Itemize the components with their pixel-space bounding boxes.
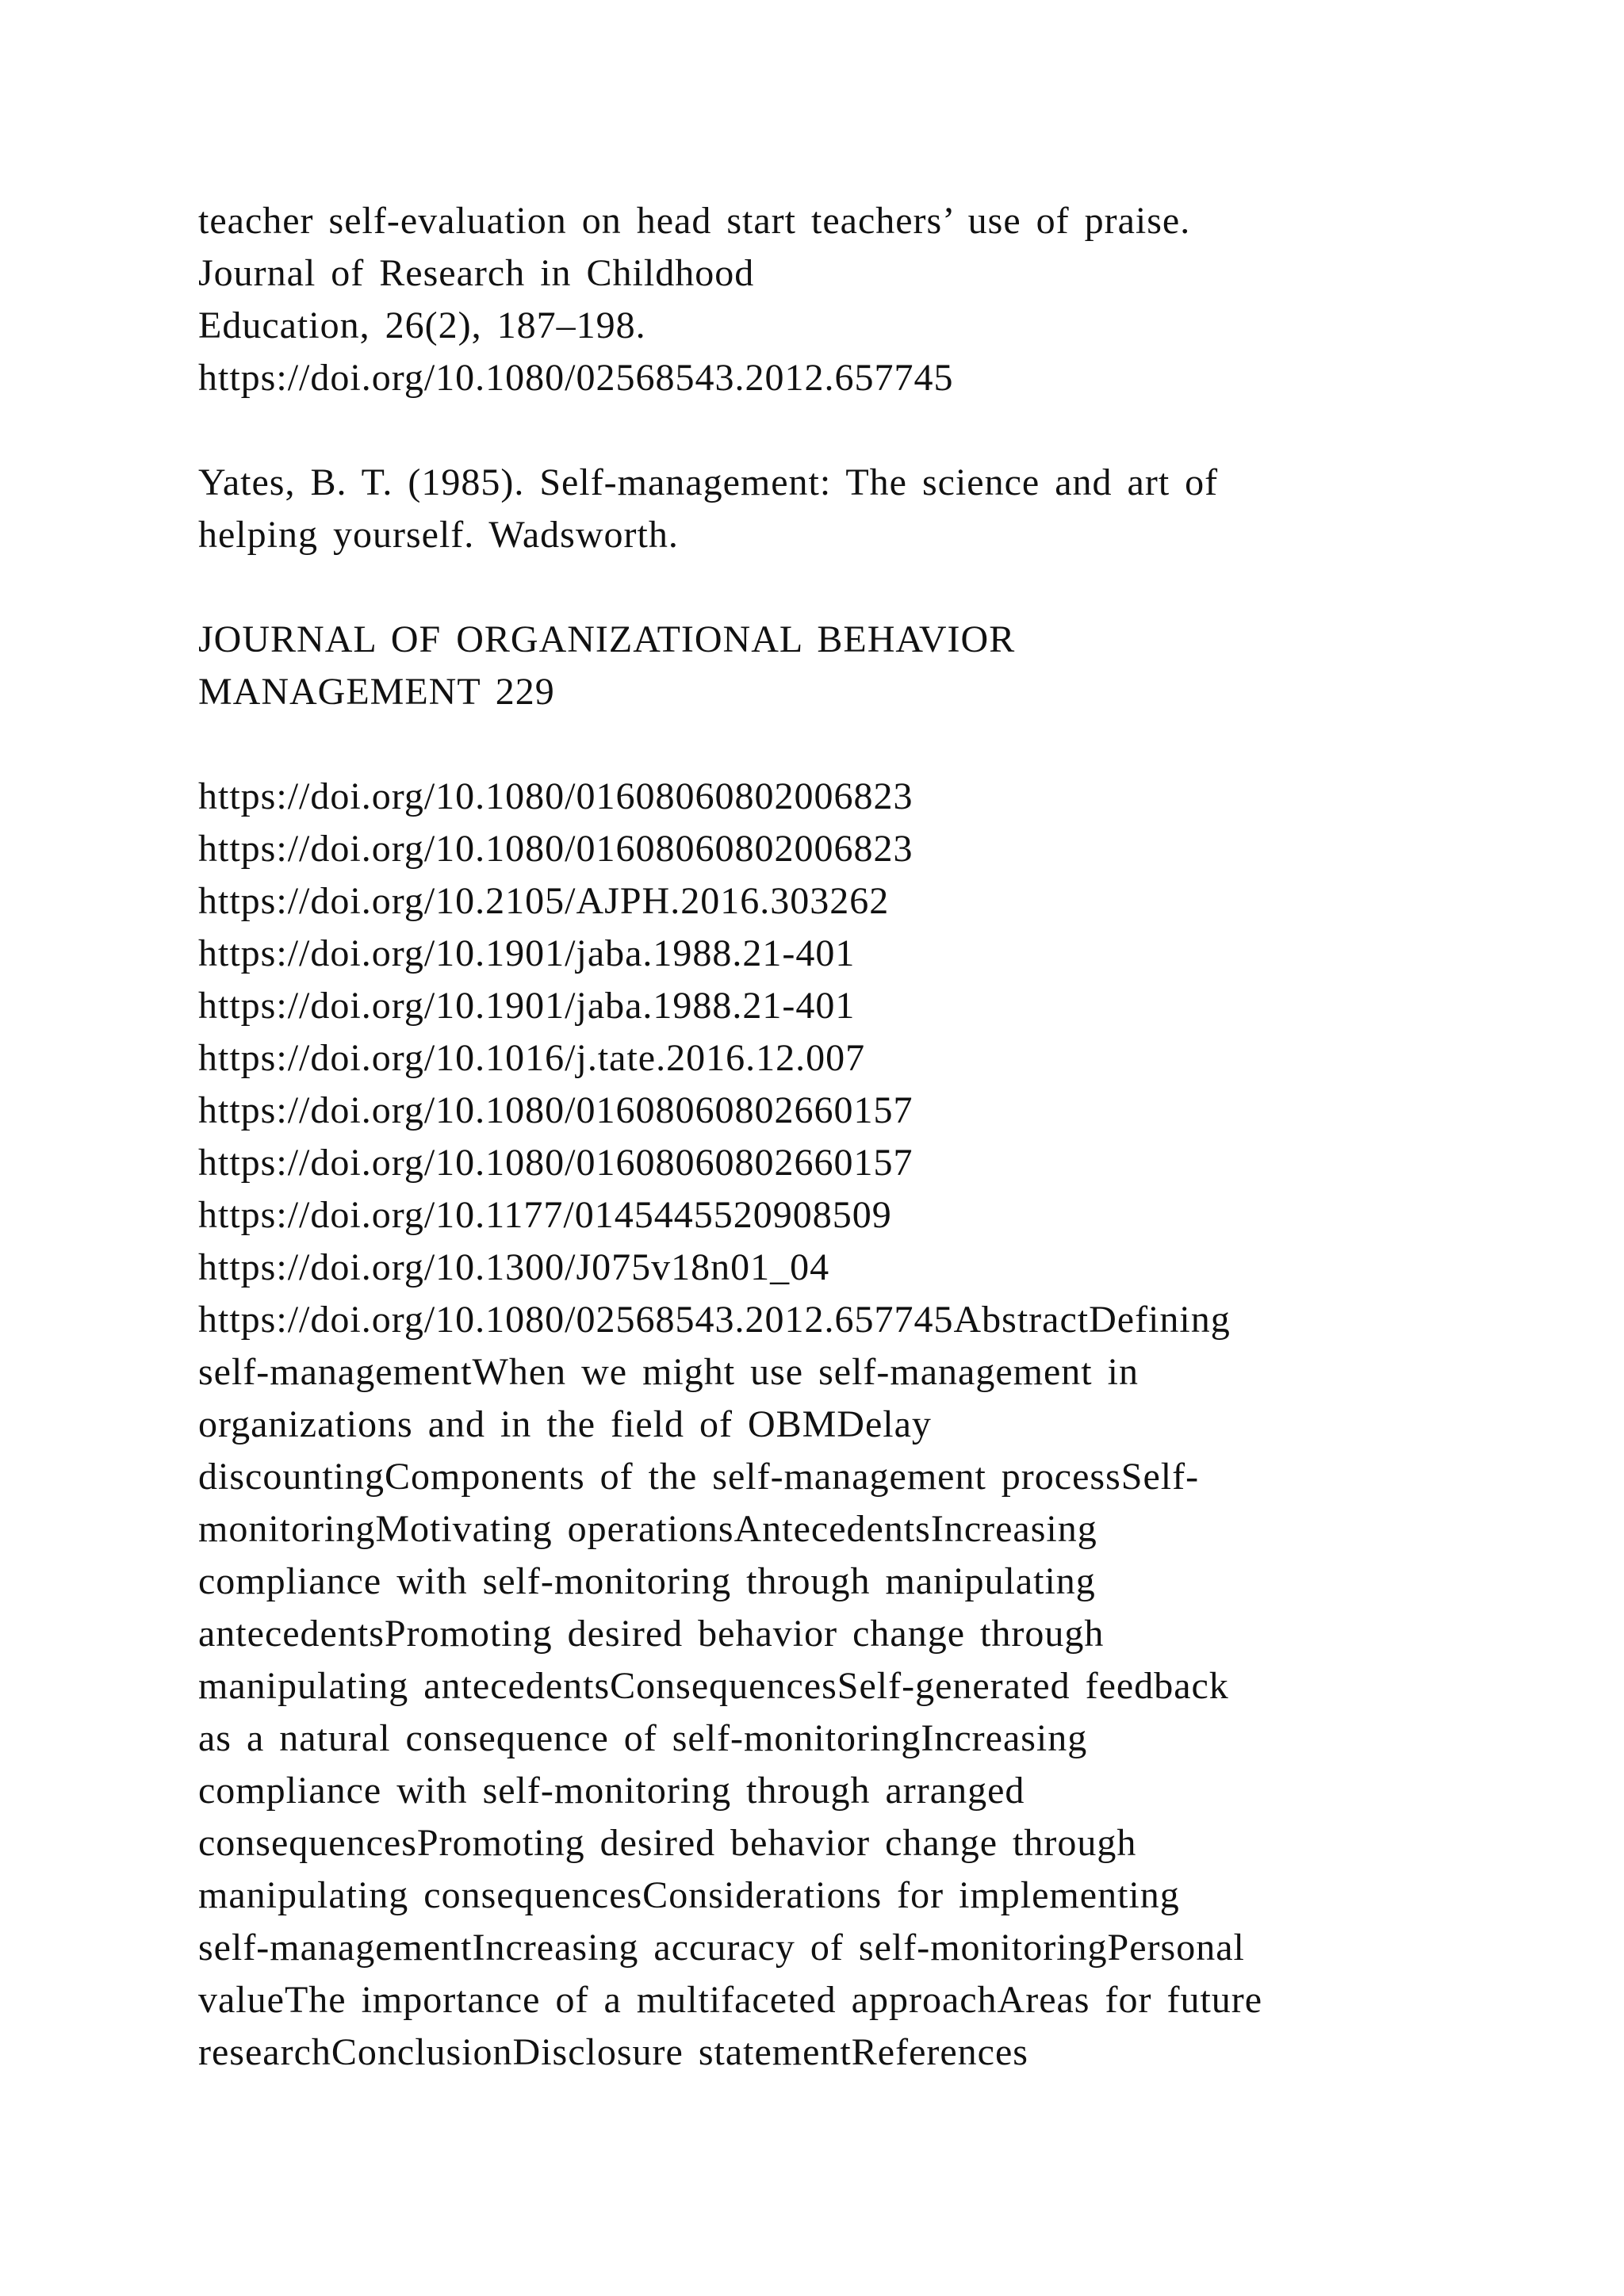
outline-line: https://doi.org/10.1080/02568543.2012.657745AbstractDefining: [198, 1299, 1231, 1341]
journal-page-number: MANAGEMENT 229: [198, 671, 555, 713]
outline-line: consequencesPromoting desired behavior change through: [198, 1822, 1137, 1864]
outline-line: manipulating consequencesConsiderations for implementing: [198, 1874, 1180, 1916]
document-text: [198, 195, 1530, 2079]
yates-reference: [198, 457, 1530, 561]
paragraph-gap: [198, 561, 1530, 614]
reference-line: Education, 26(2), 187–198.: [198, 304, 646, 346]
outline-line: as a natural consequence of self-monitoringIncreasing: [198, 1717, 1088, 1759]
outline-line: antecedentsPromoting desired behavior change through: [198, 1613, 1105, 1655]
journal-name: JOURNAL OF ORGANIZATIONAL BEHAVIOR: [198, 618, 1016, 660]
doi-link[interactable]: https://doi.org/10.1016/j.tate.2016.12.007: [198, 1037, 866, 1079]
reference-line: teacher self-evaluation on head start teachers’ use of praise.: [198, 200, 1191, 242]
reference-line: Yates, B. T. (1985). Self-management: The science and art of: [198, 461, 1219, 503]
doi-link[interactable]: https://doi.org/10.1300/J075v18n01_04: [198, 1246, 830, 1288]
outline-line: discountingComponents of the self-management processSelf-: [198, 1456, 1200, 1498]
reference-tail: [198, 195, 1530, 404]
doi-link[interactable]: https://doi.org/10.1080/01608060802660157: [198, 1089, 914, 1131]
doi-link[interactable]: https://doi.org/10.1080/01608060802660157: [198, 1142, 914, 1184]
doi-link[interactable]: https://doi.org/10.1177/0145445520908509: [198, 1194, 892, 1236]
doi-link[interactable]: https://doi.org/10.1080/01608060802006823: [198, 828, 914, 870]
outline-line: self-managementIncreasing accuracy of self-monitoringPersonal: [198, 1927, 1245, 1969]
outline-line: monitoringMotivating operationsAntecedentsIncreasing: [198, 1508, 1097, 1550]
paragraph-gap: [198, 404, 1530, 457]
doi-link[interactable]: https://doi.org/10.1901/jaba.1988.21-401: [198, 932, 856, 974]
doi-link[interactable]: https://doi.org/10.1901/jaba.1988.21-401: [198, 985, 856, 1027]
outline-line: compliance with self-monitoring through manipulating: [198, 1560, 1096, 1602]
outline-line: valueThe importance of a multifaceted approachAreas for future: [198, 1979, 1263, 2021]
outline-line: compliance with self-monitoring through arranged: [198, 1770, 1025, 1812]
outline-line: researchConclusionDisclosure statementReferences: [198, 2031, 1028, 2073]
reference-doi-link[interactable]: https://doi.org/10.1080/02568543.2012.657745: [198, 357, 954, 399]
outline-line: manipulating antecedentsConsequencesSelf-generated feedback: [198, 1665, 1229, 1707]
paragraph-gap: [198, 718, 1530, 771]
doi-link[interactable]: https://doi.org/10.1080/01608060802006823: [198, 775, 914, 817]
outline-line: self-managementWhen we might use self-management in: [198, 1351, 1139, 1393]
doi-link[interactable]: https://doi.org/10.2105/AJPH.2016.303262: [198, 880, 890, 922]
doi-link-list: [198, 771, 1530, 1294]
reference-line: helping yourself. Wadsworth.: [198, 514, 679, 556]
reference-line: Journal of Research in Childhood: [198, 252, 755, 294]
outline-line: organizations and in the field of OBMDelay: [198, 1403, 932, 1445]
outline-text: [198, 1294, 1530, 2079]
running-footer: [198, 614, 1530, 718]
